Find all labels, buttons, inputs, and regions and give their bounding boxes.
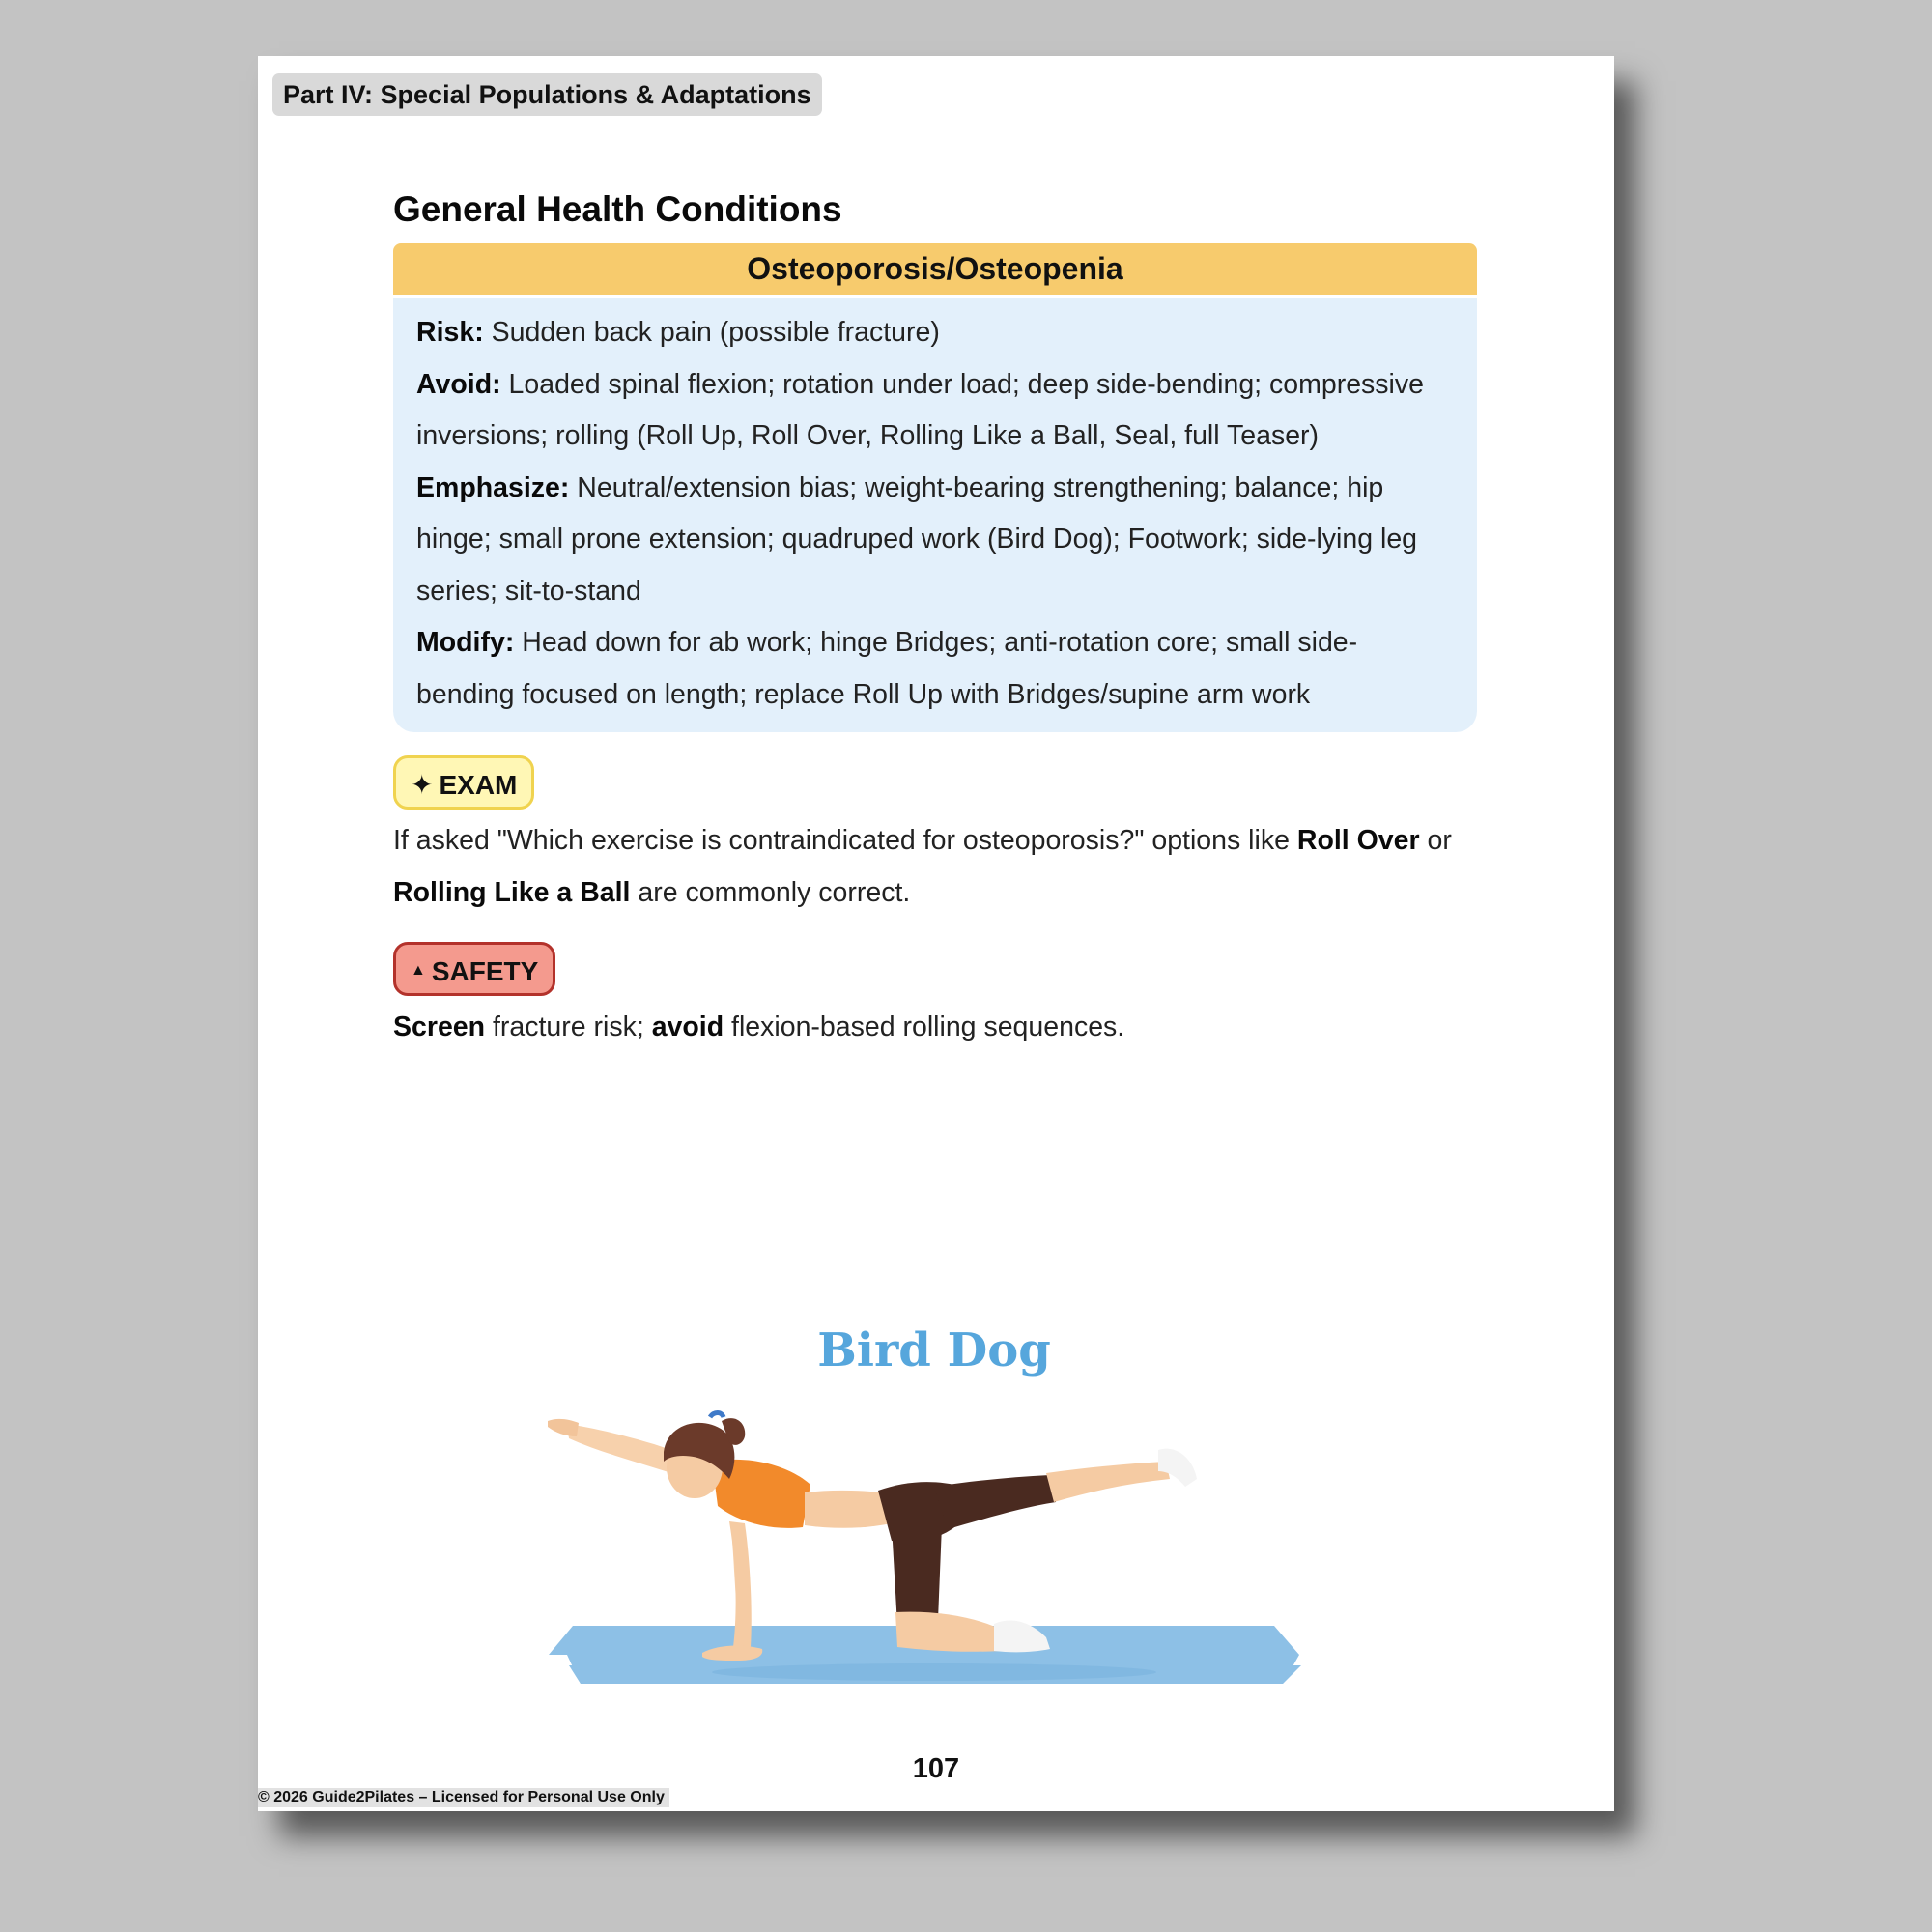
safety-badge xyxy=(393,942,555,996)
condition-item-emphasize: Emphasize: Neutral/extension bias; weight-bearing strengthening; balance; hip hinge; small prone extension; quadruped work (Bird Dog); Footwork; side-lying leg series; sit-to-stand xyxy=(416,471,1418,607)
section-title: General Health Conditions xyxy=(393,189,842,229)
exam-badge xyxy=(393,755,534,810)
page-number: 107 xyxy=(912,1753,960,1784)
condition-item-avoid: Avoid: Loaded spinal flexion; rotation under load; deep side-bending; compressive inversions; rolling (Roll Up, Roll Over, Rolling Like a Ball, Seal, full Teaser) xyxy=(416,368,1424,451)
copyright-notice: © 2026 Guide2Pilates – Licensed for Personal Use Only xyxy=(258,1788,669,1807)
document-page xyxy=(258,56,1614,1811)
star-icon: ✦ xyxy=(411,770,434,800)
safety-note: Screen fracture risk; avoid flexion-based rolling sequences. xyxy=(393,1011,1125,1042)
exam-badge-label: EXAM xyxy=(439,770,518,800)
warning-icon: ▲ xyxy=(411,961,426,979)
condition-item-risk: Risk: Sudden back pain (possible fracture) xyxy=(416,317,940,348)
condition-details xyxy=(393,298,1477,732)
part-label: Part IV: Special Populations & Adaptations xyxy=(272,73,822,116)
illustration-title: Bird Dog xyxy=(817,1323,1051,1378)
exam-note: If asked "Which exercise is contraindicated for osteoporosis?" options like Roll Over or Rolling Like a Ball are commonly correct. xyxy=(393,825,1452,908)
bird-dog-exercise-illustration-icon xyxy=(548,1394,1321,1703)
page-content xyxy=(393,185,1477,1054)
safety-badge-label: SAFETY xyxy=(431,956,539,986)
condition-item-modify: Modify: Head down for ab work; hinge Bridges; anti-rotation core; small side-bending focused on length; replace Roll Up with Bridges/supine arm work xyxy=(416,627,1358,710)
bird-dog-illustration xyxy=(548,1264,1321,1708)
condition-banner: Osteoporosis/Osteopenia xyxy=(393,243,1477,295)
